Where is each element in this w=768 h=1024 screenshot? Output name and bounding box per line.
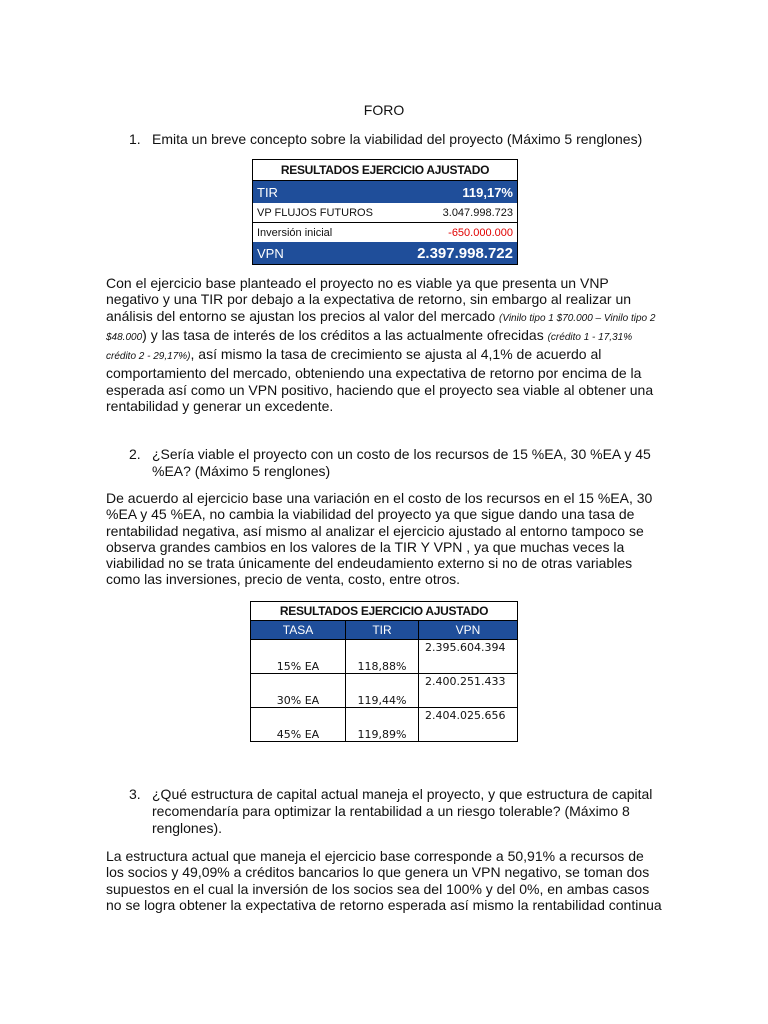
table-header: RESULTADOS EJERCICIO AJUSTADO [253,160,518,181]
vpn-value: 2.397.998.722 [397,242,518,265]
vpn-cell: 2.400.251.433 [419,674,518,708]
initial-investment-label: Inversión inicial [253,223,397,243]
vpn-label: VPN [253,242,397,265]
question-number: 3. [129,786,141,802]
column-header-tir: TIR [346,621,419,640]
rate-cell: 15% EA [251,640,346,674]
vp-future-flows-row [253,203,518,223]
question-text: ¿Sería viable el proyecto con un costo de los recursos de 15 %EA, 30 %EA y 45 %EA? (Máximo 5 renglones) [152,446,651,479]
table-header-row [253,160,518,181]
rates-results-table [250,601,518,742]
answer-text: Con el ejercicio base planteado el proyecto no es viable ya que presenta un VNP negativo y una TIR por debajo a la expectativa de retorno, sin embargo al realizar un análisis del entorno se ajustan los precios al valor del mercado [106,275,632,324]
table-row [251,640,518,674]
vp-future-flows-value: 3.047.998.723 [442,206,513,219]
question-number: 1. [129,131,141,147]
credit-note: (crédito 1 - 17,31% crédito 2 - 29,17%) [106,331,633,363]
table-header: RESULTADOS EJERCICIO AJUSTADO [251,602,518,621]
results-table-adjusted [252,159,518,265]
tir-label: TIR [253,181,397,204]
vp-future-flows-label: VP FLUJOS FUTUROS [257,206,373,219]
vpn-cell: 2.395.604.394 [419,640,518,674]
tir-cell: 119,89% [346,708,419,742]
column-header-row [251,621,518,640]
rate-cell: 45% EA [251,708,346,742]
answer-text: , así mismo la tasa de crecimiento se ajusta al 4,1% de acuerdo al comportamiento del mercado, obteniendo una expectativa de retorno por encima de la esperada así como un VPN positivo, haciendo que el proyecto sea viable al obtener una rentabilidad y generar un excedente. [106,346,654,415]
question-2 [129,446,659,480]
tir-row [253,181,518,204]
initial-investment-row [253,223,518,243]
column-header-tasa: TASA [251,621,346,640]
question-text: Emita un breve concepto sobre la viabilidad del proyecto (Máximo 5 renglones) [152,131,643,147]
table-row [251,674,518,708]
answer-paragraph-1 [106,275,662,414]
answer-paragraph-3: La estructura actual que maneja el ejercicio base corresponde a 50,91% a recursos de los socios y 49,09% a créditos bancarios lo que genera un VPN negativo, se toman dos supuestos en el cual la inversión de los socios sea del 100% y del 0%, en ambas casos no se logra obtener la expectativa de retorno esperada así mismo la rentabilidad continua [106,848,662,913]
question-1 [129,131,659,148]
table-header-row [251,602,518,621]
question-text: ¿Qué estructura de capital actual maneja el proyecto, y que estructura de capital recomendaría para optimizar la rentabilidad a un riesgo tolerable? (Máximo 8 renglones). [152,786,653,836]
tir-cell: 118,88% [346,640,419,674]
question-number: 2. [129,446,141,462]
tir-value: 119,17% [397,181,518,204]
vpn-row [253,242,518,265]
question-3 [129,786,659,837]
document-title: FORO [363,102,405,118]
vpn-cell: 2.404.025.656 [419,708,518,742]
table-row [251,708,518,742]
column-header-vpn: VPN [419,621,518,640]
price-note: (Vinilo tipo 1 $70.000 – Vinilo tipo 2 $48.000 [106,312,656,343]
answer-text: ) y las tasa de interés de los créditos a las actualmente ofrecidas [142,326,548,343]
rate-cell: 30% EA [251,674,346,708]
initial-investment-value: -650.000.000 [397,223,518,243]
answer-paragraph-2: De acuerdo al ejercicio base una variación en el costo de los recursos en el 15 %EA, 30 %EA y 45 %EA, no cambia la viabilidad del proyecto ya que sigue dando una tasa de rentabilidad negativa, así mismo al analizar el ejercicio ajustado al entorno tampoco se observa grandes cambios en los valores de la TIR Y VPN , ya que muchas veces la viabilidad no se trata únicamente del endeudamiento externo si no de otras variables como las inversiones, precio de venta, costo, entre otros. [106,490,653,588]
tir-cell: 119,44% [346,674,419,708]
